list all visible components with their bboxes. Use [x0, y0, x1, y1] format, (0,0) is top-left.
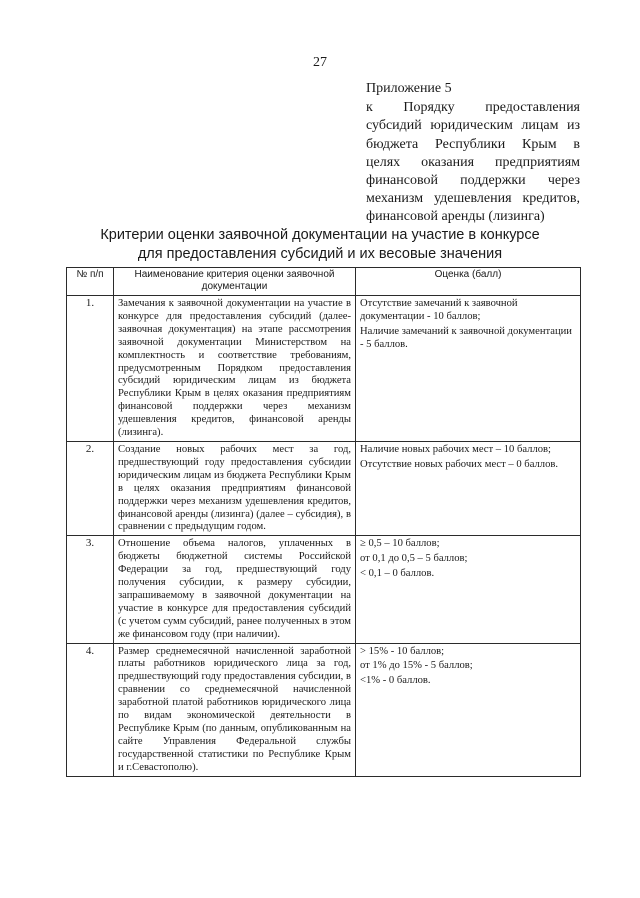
row-number: 4. [67, 643, 114, 776]
score-line: Отсутствие замечаний к заявочной документации - 10 баллов; [360, 298, 518, 322]
criterion-text: Замечания к заявочной документации на участие в конкурсе для предоставления субсидий (далее-заявочная документация) на этапе рассмотрения заявочной документации Министерством на комплектность и соответствие требованиям, предусмотренным Порядком предоставления субсидий юридическим лицам из бюджета Республики Крым в целях оказания предприятиям финансовой поддержки через механизм удешевления кредитов, финансовой аренды (лизинга). [114, 296, 356, 442]
score-line: ≥ 0,5 – 10 баллов; [360, 538, 440, 550]
criterion-text: Отношение объема налогов, уплаченных в бюджеты бюджетной системы Российской Федерации за год, предшествующий году получения субсидии, к размеру субсидии, запрашиваемому в заявочной документации на участие в конкурсе для предоставления субсидий (с учетом сумм субсидий, ранее полученных в этом же финансовом году (при наличии). [114, 536, 356, 643]
table-row [67, 643, 581, 776]
criteria-table [66, 267, 581, 777]
page-number: 27 [313, 55, 327, 70]
score-cell [356, 536, 581, 643]
annex-line: субсидий юридическим лицам из [366, 118, 580, 134]
annex-line: финансовой аренды (лизинга) [366, 209, 545, 225]
header-score: Оценка (балл) [356, 268, 581, 296]
score-line: Наличие новых рабочих мест – 10 баллов; [360, 443, 551, 455]
criterion-text: Размер среднемесячной начисленной заработной платы работников юридического лица за год, предшествующий году предоставления субсидии, в сравнении со среднемесячной начисленной заработной платой работников юридического лица по видам экономической деятельности в Республике Крым (по данным, опубликованным на сайте Управления Федеральной службы государственной статистики по Республике Крым и г.Севастополю). [114, 643, 356, 776]
score-line: от 1% до 15% - 5 баллов; [360, 660, 473, 672]
row-number: 2. [67, 441, 114, 535]
annex-line: бюджета Республики Крым в [366, 136, 580, 152]
score-line: Отсутствие новых рабочих мест – 0 баллов. [360, 458, 559, 470]
table-row [67, 441, 581, 535]
header-criterion: Наименование критерия оценки заявочной документации [114, 268, 356, 296]
score-cell [356, 643, 581, 776]
score-line: <1% - 0 баллов. [360, 675, 431, 687]
row-number: 3. [67, 536, 114, 643]
header-num: № п/п [67, 268, 114, 296]
score-line: Наличие замечаний к заявочной документации - 5 баллов. [360, 325, 572, 350]
score-cell [356, 296, 581, 442]
annex-reference [366, 80, 580, 227]
score-line: > 15% - 10 баллов; [360, 645, 445, 657]
annex-line: финансовой поддержки через [366, 173, 580, 189]
table-row [67, 536, 581, 643]
title-line-1: Критерии оценки заявочной документации на участие в конкурсе [100, 227, 540, 243]
annex-line: к Порядку предоставления [366, 100, 580, 116]
table-row [67, 296, 581, 442]
score-cell [356, 441, 581, 535]
score-line: < 0,1 – 0 баллов. [360, 568, 435, 580]
title-line-2: для предоставления субсидий и их весовые значения [137, 246, 503, 262]
annex-heading: Приложение 5 [366, 81, 452, 96]
document-title [0, 226, 640, 264]
criterion-text: Создание новых рабочих мест за год, предшествующий году предоставления субсидии юридическим лицам из бюджета Республики Крым в целях оказания предприятиям финансовой поддержки через механизм удешевления кредитов, финансовой аренды (лизинга) (далее – субсидия), в сравнении с предыдущим годом. [114, 441, 356, 535]
annex-line: целях оказания предприятиям [366, 154, 580, 170]
table-header-row [67, 268, 581, 296]
annex-line: механизм удешевления кредитов, [366, 191, 580, 207]
score-line: от 0,1 до 0,5 – 5 баллов; [360, 553, 468, 565]
row-number: 1. [67, 296, 114, 442]
